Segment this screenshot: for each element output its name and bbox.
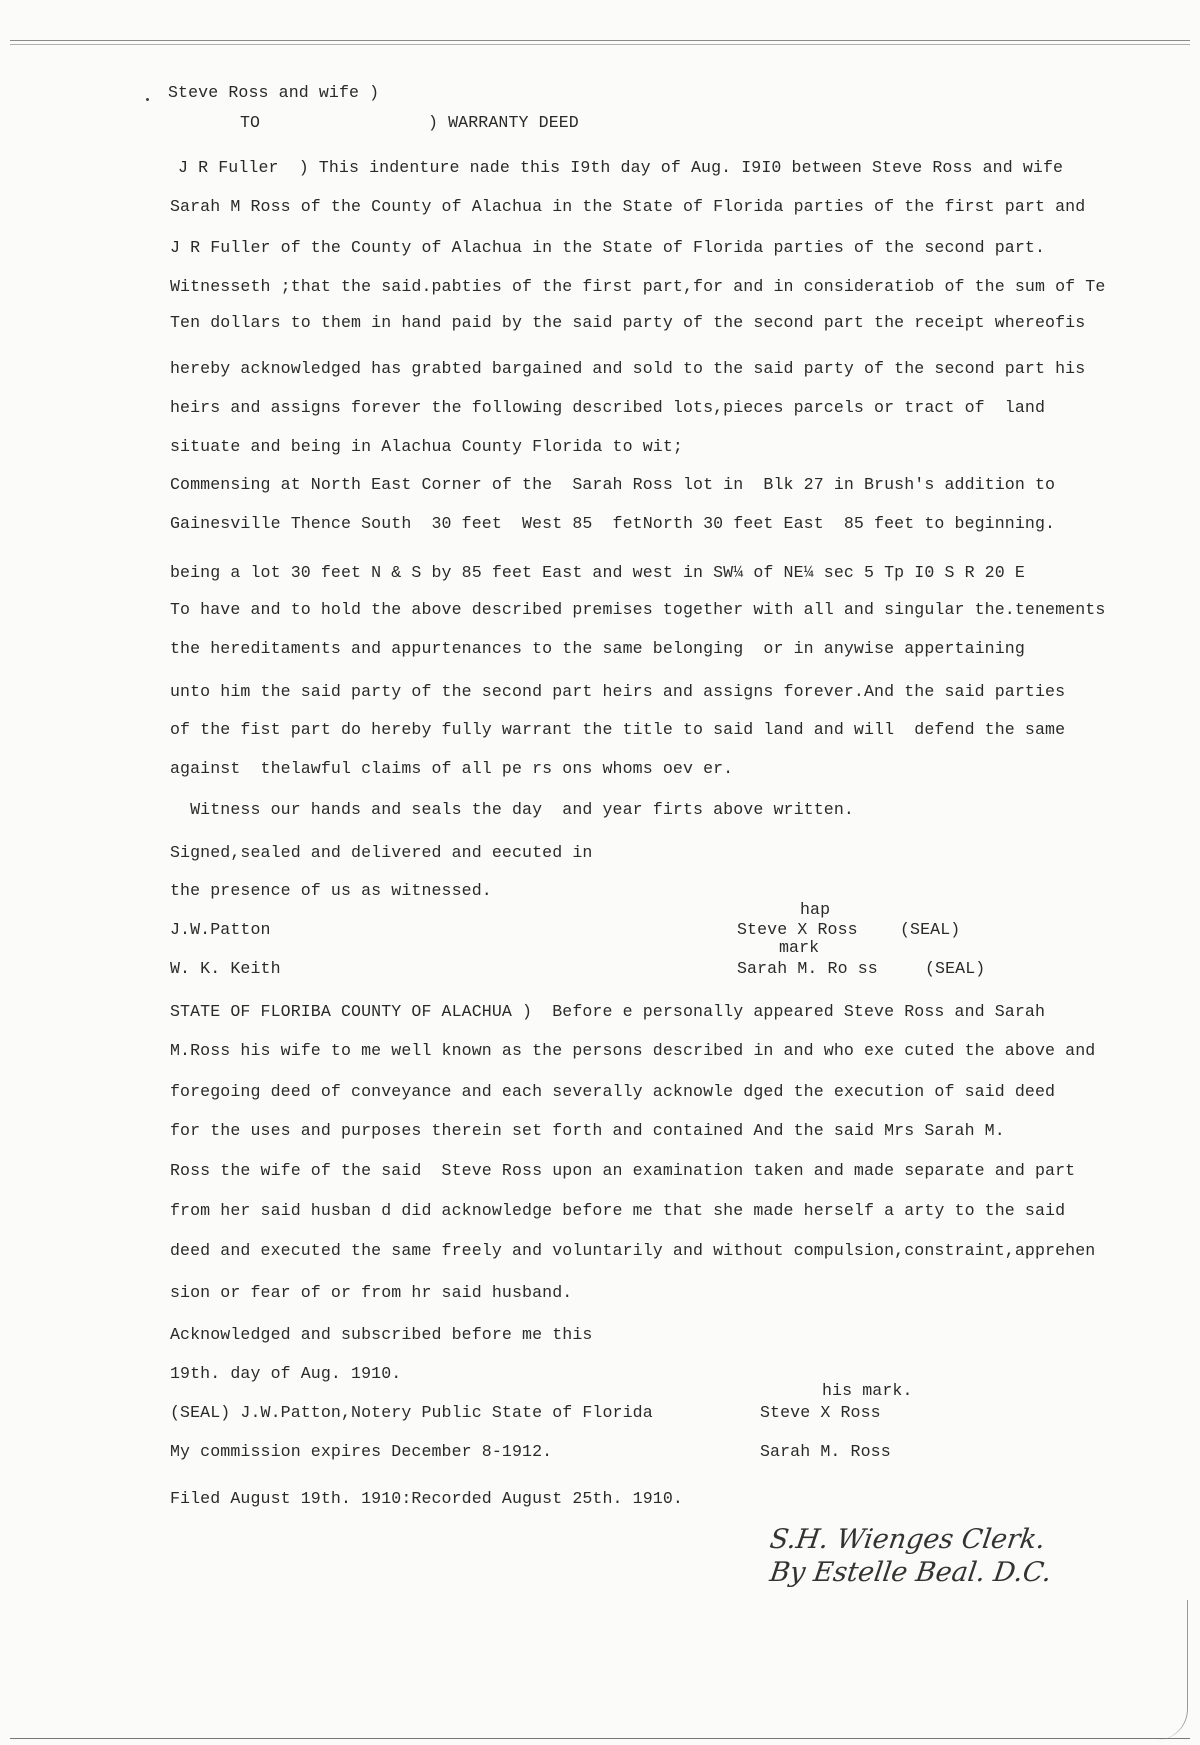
body-line: being a lot 30 feet N & S by 85 feet East and west in SW¼ of NE¼ sec 5 Tp I0 S R 20 E xyxy=(170,563,1025,582)
body-line: hereby acknowledged has grabted bargained and sold to the said party of the second part his xyxy=(170,359,1086,378)
ack-line: deed and executed the same freely and voluntarily and without compulsion,constraint,apprehen xyxy=(170,1241,1096,1260)
grantor-signature-sarah: Sarah M. Ro ss xyxy=(737,959,878,978)
notary-line: 19th. day of Aug. 1910. xyxy=(170,1364,402,1383)
ack-line: foregoing deed of conveyance and each severally acknowle dged the execution of said deed xyxy=(170,1082,1056,1101)
ack-line: from her said husban d did acknowledge before me that she made herself a arty to the said xyxy=(170,1201,1066,1220)
grantor-heading: Steve Ross and wife ) xyxy=(168,83,380,102)
body-line: the presence of us as witnessed. xyxy=(170,881,492,900)
top-border-line xyxy=(10,40,1190,41)
margin-mark xyxy=(146,98,149,101)
notary-line: (SEAL) J.W.Patton,Notery Public State of Florida xyxy=(170,1403,653,1422)
ack-line: M.Ross his wife to me well known as the persons described in and who exe cuted the above and xyxy=(170,1041,1096,1060)
deed-title: ) WARRANTY DEED xyxy=(428,113,579,132)
ack-line: Ross the wife of the said Steve Ross upon an examination taken and made separate and part xyxy=(170,1161,1076,1180)
body-line: J R Fuller ) This indenture nade this I9th day of Aug. I9I0 between Steve Ross and wife xyxy=(178,158,1064,177)
to-heading: TO xyxy=(240,113,261,132)
body-line: Witnesseth ;that the said.pabties of the first part,for and in consideratiob of the sum of Te xyxy=(170,277,1106,296)
body-line: the hereditaments and appurtenances to the same belonging or in anywise appertaining xyxy=(170,639,1025,658)
filing-record: Filed August 19th. 1910:Recorded August 25th. 1910. xyxy=(170,1489,683,1508)
body-line: against thelawful claims of all pe rs ons whoms oev er. xyxy=(170,759,734,778)
copy-signature-steve: Steve X Ross xyxy=(760,1403,881,1422)
bottom-border-line xyxy=(10,1738,1190,1739)
clerk-signature-line: By Estelle Beal. D.C. xyxy=(767,1557,1054,1588)
ack-line: for the uses and purposes therein set forth and contained And the said Mrs Sarah M. xyxy=(170,1121,1005,1140)
notary-line: Acknowledged and subscribed before me this xyxy=(170,1325,593,1344)
top-border-line xyxy=(10,44,1190,45)
body-line: heirs and assigns forever the following described lots,pieces parcels or tract of land xyxy=(170,398,1046,417)
notary-line: My commission expires December 8-1912. xyxy=(170,1442,553,1461)
body-line: Gainesville Thence South 30 feet West 85 fetNorth 30 feet East 85 feet to beginning. xyxy=(170,514,1056,533)
mark-label: mark xyxy=(779,938,820,957)
copy-signature-sarah: Sarah M. Ross xyxy=(760,1442,891,1461)
body-line: Commensing at North East Corner of the Sarah Ross lot in Blk 27 in Brush's addition to xyxy=(170,475,1056,494)
witness-name: J.W.Patton xyxy=(170,920,271,939)
body-line: J R Fuller of the County of Alachua in the State of Florida parties of the second part. xyxy=(170,238,1046,257)
witness-name: W. K. Keith xyxy=(170,959,281,978)
seal-label: (SEAL) xyxy=(925,959,986,978)
his-label: hap xyxy=(800,900,831,919)
his-mark-label: his mark. xyxy=(822,1381,913,1400)
body-line: Sarah M Ross of the County of Alachua in the State of Florida parties of the first part and xyxy=(170,197,1086,216)
body-line: To have and to hold the above described premises together with all and singular the.tenements xyxy=(170,600,1106,619)
grantor-signature-steve: Steve X Ross xyxy=(737,920,858,939)
body-line: of the fist part do hereby fully warrant the title to said land and will defend the same xyxy=(170,720,1066,739)
ack-line: STATE OF FLORIBA COUNTY OF ALACHUA ) Before e personally appeared Steve Ross and Sarah xyxy=(170,1002,1046,1021)
body-line: Witness our hands and seals the day and year firts above written. xyxy=(170,800,854,819)
body-line: Ten dollars to them in hand paid by the said party of the second part the receipt whereofis xyxy=(170,313,1086,332)
clerk-signature-line: S.H. Wienges Clerk. xyxy=(767,1524,1048,1555)
page-curl xyxy=(1157,1600,1188,1740)
body-line: unto him the said party of the second part heirs and assigns forever.And the said parties xyxy=(170,682,1066,701)
seal-label: (SEAL) xyxy=(900,920,961,939)
ack-line: sion or fear of or from hr said husband. xyxy=(170,1283,573,1302)
body-line: situate and being in Alachua County Florida to wit; xyxy=(170,437,683,456)
body-line: Signed,sealed and delivered and eecuted in xyxy=(170,843,593,862)
